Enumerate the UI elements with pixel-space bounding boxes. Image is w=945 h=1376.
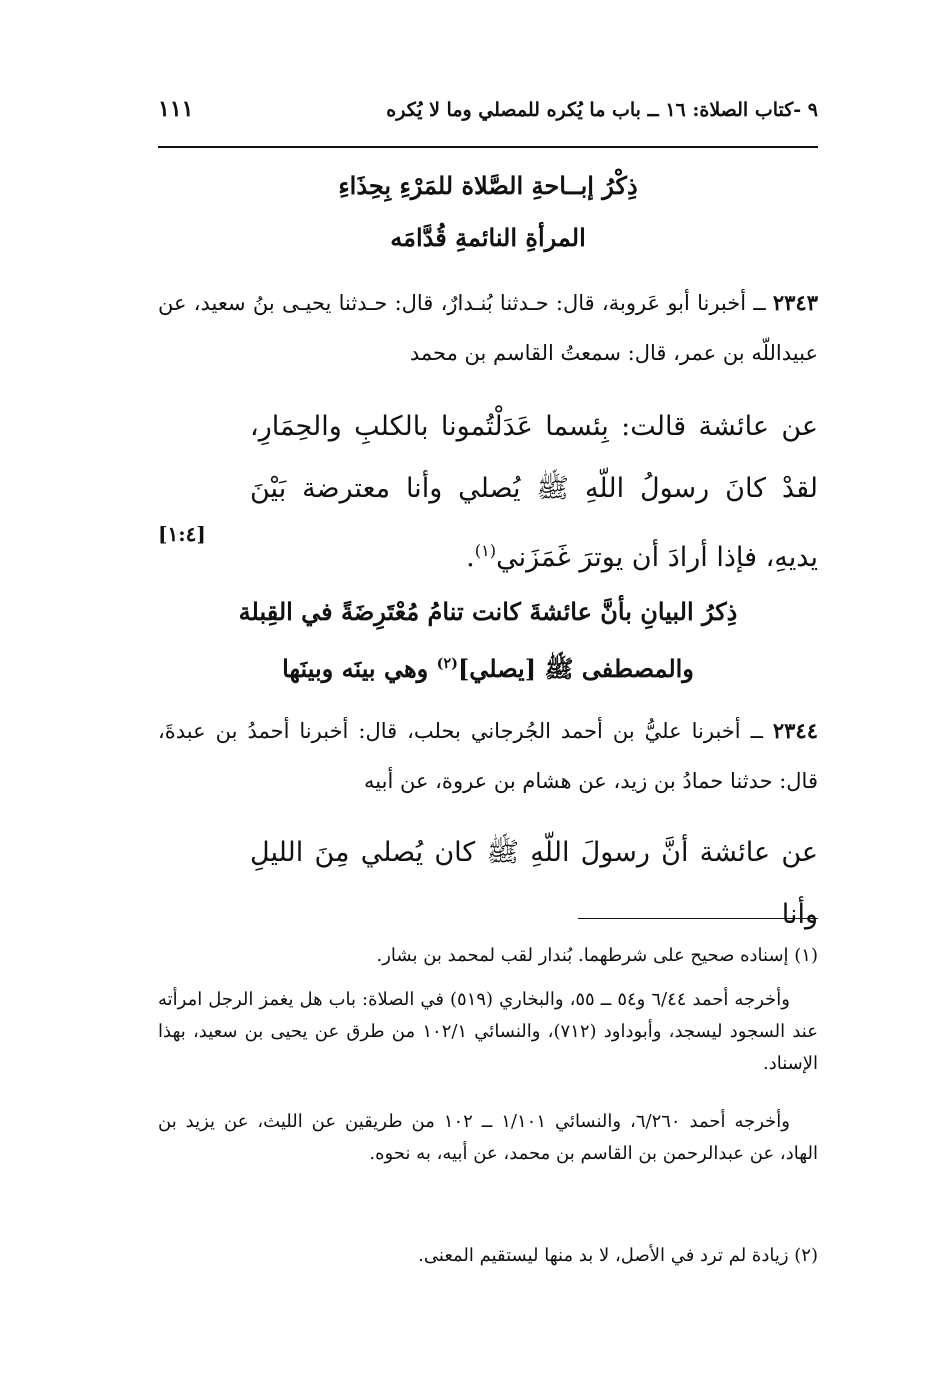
chapter-heading-1-line1: ذِكْرُ إبــاحةِ الصَّلاة للمَرْءِ بِحِذَاءِ [338,171,638,200]
reference-tag: [١:٤] [158,522,206,546]
footnote-1 [158,940,818,972]
hadith-2344-isnad [158,706,818,806]
hadith-2343-isnad-text: ــ أخبرنا أبو عَروبة، قال: حـدثنا بُنـدارٌ، قال: حـدثنا يحيـى بنُ سعيد، عن عبيداللّه بن عمر، قال: سمعتُ القاسم بن محمد [158,291,818,365]
chapter-heading-2-line2-b: وهي بينَه وبينَها [282,654,437,683]
page-number: ١١١ [158,96,194,122]
footnote-ref-2: (٢) [436,655,458,672]
chapter-heading-1 [158,160,818,264]
hadith-2343-matn-text: عن عائشة قالت: بِئسما عَدَلْتُمونا بالكلبِ والحِمَارِ، لقدْ كانَ رسولُ اللّهِ ﷺ يُصلي وأنا معترضة بَيْنَ يديهِ، فإذا أرادَ أن يوترَ غَمَزَني [250,411,818,573]
running-title: ٩ -كتاب الصلاة: ١٦ ــ باب ما يُكره للمصلي وما لا يُكره [386,99,818,121]
footnote-2 [158,1240,818,1272]
footnote-ref-1: (١) [474,541,497,560]
footnote-1-text: إسناده صحيح على شرطهما. بُندار لقب لمحمد بن بشار. [376,945,795,966]
hadith-2343-matn-end: . [466,542,475,573]
chapter-heading-2 [158,586,818,695]
footnote-1-paragraph-3: وأخرجه أحمد ٦/٢٦٠، والنسائي ١/١٠١ ــ ١٠٢ من طريقين عن الليث، عن يزيد بن الهاد، عن عبدالرحمن بن القاسم بن محمد، عن أبيه، به نحوه. [158,1111,818,1164]
footnote-2-number: (٢) [794,1245,818,1266]
footnote-rule [578,918,818,919]
hadith-2344-isnad-text: ــ أخبرنا عليُّ بن أحمد الجُرجاني بحلب، قال: أخبرنا أحمدُ بن عبدةَ، قال: حدثنا حمادُ بن زيد، عن هشام بن عروة، عن أبيه [158,719,818,793]
hadith-number-2343: ٢٣٤٣ [772,290,818,315]
hadith-number-2344: ٢٣٤٤ [772,718,818,743]
running-head [158,96,818,122]
header-rule [158,146,818,148]
chapter-heading-2-line2 [158,638,818,695]
footnote-1-paragraph-2: وأخرجه أحمد ٦/٤٤ و٥٤ ــ ٥٥، والبخاري (٥١٩) في الصلاة: باب هل يغمز الرجل امرأته عند السجود ليسجد، وأبوداود (٧١٢)، والنسائي ١٠٢/١ من طرق عن يحيى بن سعيد، بهذا الإسناد. [158,989,818,1074]
chapter-heading-2-line1: ذِكرُ البيانِ بأنَّ عائشةَ كانت تنامُ مُعْتَرِضَةً في القِبلة [238,597,738,626]
chapter-heading-1-line2: المرأةِ النائمةِ قُدَّامَه [390,223,586,252]
footnote-1-number: (١) [794,945,818,966]
footnote-2-text: زيادة لم ترد في الأصل، لا بد منها ليستقيم المعنى. [418,1245,795,1266]
hadith-2343-matn [250,396,818,589]
chapter-heading-2-line2-a: والمصطفى ﷺ [يصلي] [457,654,694,683]
hadith-2344-matn: عن عائشة أنَّ رسولَ اللّهِ ﷺ كان يُصلي مِنَ الليلِ وأنا [250,837,818,930]
hadith-2343-isnad [158,278,818,378]
